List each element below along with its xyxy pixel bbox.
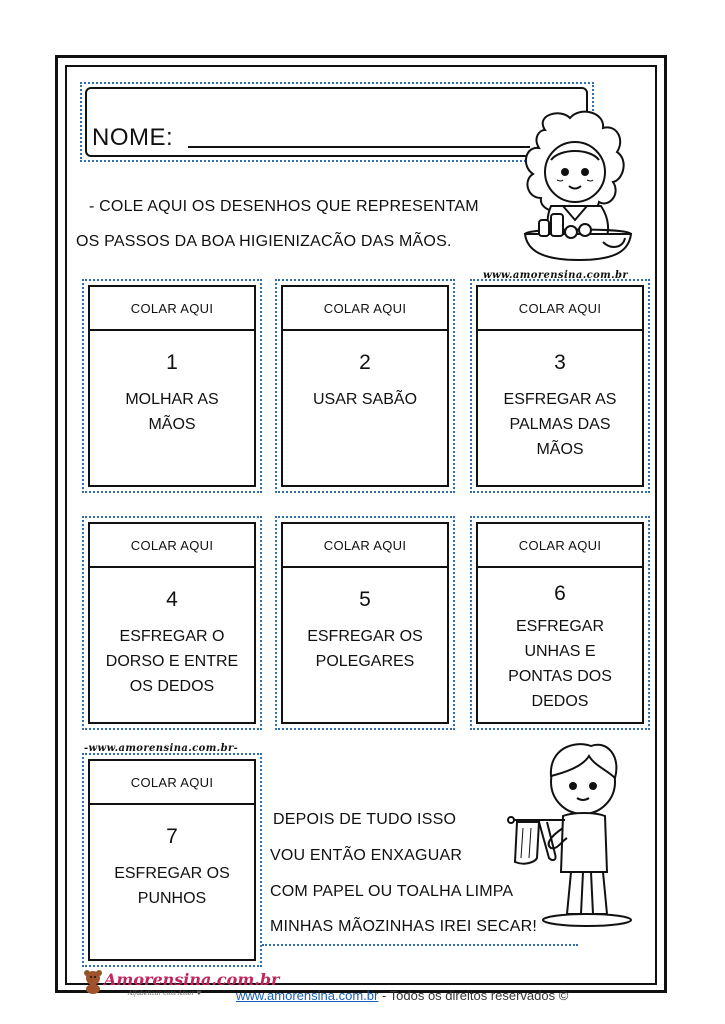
- card-6-text-line: DEDOS: [531, 693, 589, 710]
- card-3-header: COLAR AQUI: [478, 287, 642, 331]
- card-6-header: COLAR AQUI: [478, 524, 642, 568]
- card-4-header: COLAR AQUI: [90, 524, 254, 568]
- card-7-header: COLAR AQUI: [90, 761, 254, 805]
- card-5-number: 5: [359, 588, 371, 611]
- poem-dotted-underline: [262, 944, 578, 946]
- card-1-header: COLAR AQUI: [90, 287, 254, 331]
- boy-drying-hands-illustration: [495, 732, 645, 932]
- card-6-text-line: ESFREGAR: [515, 618, 604, 635]
- card-1[interactable]: [88, 285, 256, 487]
- card-4[interactable]: [88, 522, 256, 724]
- card-3-number: 3: [554, 351, 566, 374]
- name-label: NOME:: [92, 124, 174, 151]
- watermark-mid: -www.amorensina.com.br-: [84, 743, 239, 754]
- logo-name: Amorensina.com.br: [104, 970, 280, 989]
- poem-line-2: VOU ENTÃO ENXAGUAR: [270, 847, 463, 864]
- card-2-header: COLAR AQUI: [283, 287, 447, 331]
- footer-rights: - Todos os direitos reservados ©: [378, 988, 569, 1003]
- card-6-number: 6: [554, 582, 566, 605]
- card-1-number: 1: [166, 351, 178, 374]
- card-6-text-line: UNHAS E: [524, 643, 596, 660]
- poem-line-4: MINHAS MÃOZINHAS IREI SECAR!: [270, 918, 537, 935]
- card-2-number: 2: [359, 351, 371, 374]
- card-5[interactable]: [281, 522, 449, 724]
- card-6[interactable]: [476, 522, 644, 724]
- bear-logo-icon: [82, 968, 104, 994]
- card-1-text-line: MOLHAR AS: [125, 391, 219, 408]
- logo-tagline: Alfabetizar com Amor ♥: [128, 990, 202, 997]
- card-5-text-line: POLEGARES: [315, 653, 415, 670]
- card-2-text-line: USAR SABÃO: [312, 391, 418, 408]
- card-4-text-line: DORSO E ENTRE: [105, 653, 239, 670]
- card-7-text-line: ESFREGAR OS: [114, 865, 230, 882]
- card-7-number: 7: [166, 825, 178, 848]
- instruction-line-1: - COLE AQUI OS DESENHOS QUE REPRESENTAM: [89, 198, 479, 215]
- card-2[interactable]: [281, 285, 449, 487]
- card-1-text-line: MÃOS: [148, 416, 196, 433]
- card-5-text-line: ESFREGAR OS: [307, 628, 423, 645]
- card-4-number: 4: [166, 588, 178, 611]
- card-4-text-line: OS DEDOS: [129, 678, 215, 695]
- name-write-line[interactable]: [188, 146, 530, 148]
- card-7-text-line: PUNHOS: [137, 890, 207, 907]
- card-5-header: COLAR AQUI: [283, 524, 447, 568]
- card-4-text-line: ESFREGAR O: [119, 628, 225, 645]
- card-3-text-line: MÃOS: [536, 441, 584, 458]
- card-3-text-line: PALMAS DAS: [509, 416, 611, 433]
- footer-link[interactable]: www.amorensina.com.br: [236, 988, 379, 1003]
- girl-washing-hands-illustration: [505, 110, 655, 270]
- poem-line-3: COM PAPEL OU TOALHA LIMPA: [270, 883, 514, 900]
- footer: [236, 988, 568, 1003]
- watermark-top: www.amorensina.com.br: [483, 270, 629, 281]
- card-3-text-line: ESFREGAR AS: [503, 391, 617, 408]
- card-6-text-line: PONTAS DOS: [508, 668, 612, 685]
- card-7[interactable]: [88, 759, 256, 961]
- instruction-line-2: OS PASSOS DA BOA HIGIENIZACÃO DAS MÃOS.: [76, 233, 452, 250]
- poem-line-1: DEPOIS DE TUDO ISSO: [273, 811, 457, 828]
- card-3[interactable]: [476, 285, 644, 487]
